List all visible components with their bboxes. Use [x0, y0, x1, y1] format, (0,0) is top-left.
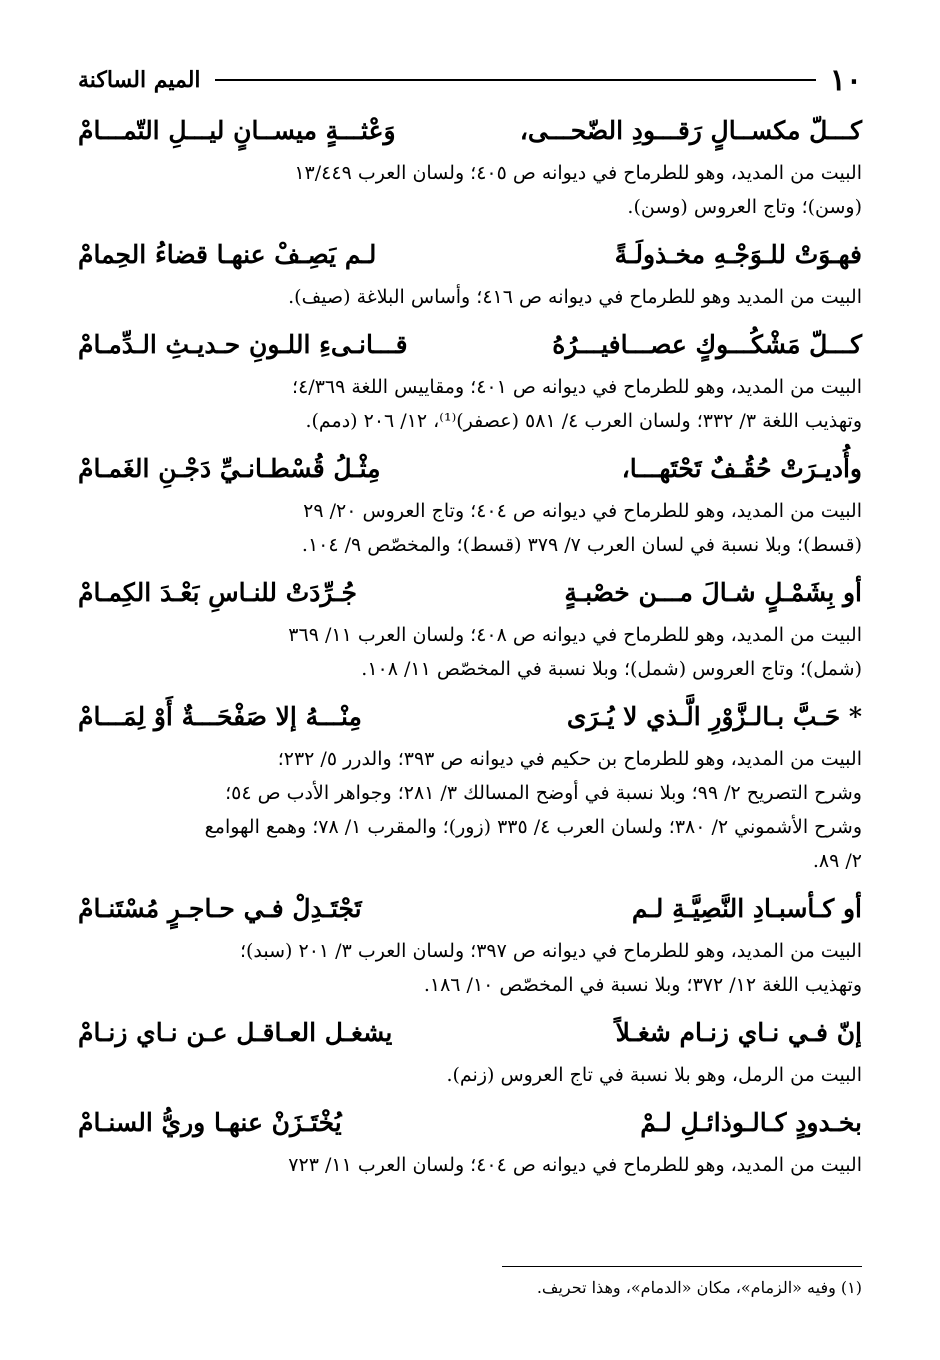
- second-hemistich: مِثْـلُ قُسْطـانـيِّ دَجْـنِ الغَمـامْ: [78, 454, 381, 483]
- verse-line: [78, 106, 862, 156]
- verse-line: [78, 692, 862, 742]
- verse-line: [78, 320, 862, 370]
- commentary-line: وشرح الأشموني ٢/ ٣٨٠؛ ولسان العرب ٤/ ٣٣٥ (زور)؛ والمقرب ١/ ٧٨؛ وهمع الهوامع: [204, 816, 862, 838]
- commentary-line: البيت من الرمل، وهو بلا نسبة في تاج العروس (زنم).: [446, 1064, 862, 1086]
- verse-line: [78, 1098, 862, 1148]
- commentary-line: البيت من المديد، وهو للطرماح في ديوانه ص ٤٠٤؛ وتاج العروس ٢٠/ ٢٩: [303, 500, 862, 522]
- commentary-line: وشرح التصريح ٢/ ٩٩؛ وبلا نسبة في أوضح المسالك ٣/ ٢٨١؛ وجواهر الأدب ص ٥٤؛: [225, 782, 862, 804]
- verse-entry: [78, 444, 862, 562]
- verse-entry: [78, 692, 862, 878]
- footnotes: [78, 1266, 862, 1303]
- verse-entry: [78, 884, 862, 1002]
- verse-line: [78, 568, 862, 618]
- section-title: الميم الساكنة: [78, 67, 201, 93]
- verse-list: [78, 106, 862, 1182]
- verse-entry: [78, 320, 862, 438]
- commentary-line: البيت من المديد، وهو للطرماح في ديوانه ص ٤٠١؛ ومقاييس اللغة ٤/٣٦٩؛: [292, 376, 862, 398]
- first-hemistich: إنّ فـي نـاي زنـام شغـلاً: [615, 1018, 862, 1047]
- commentary-line: (قسط)؛ وبلا نسبة في لسان العرب ٧/ ٣٧٩ (قسط)؛ والمخصّص ٩/ ١٠٤.: [301, 534, 862, 556]
- first-hemistich: أو كـأسبـادِ النَّصِيَّـةِ لـم: [631, 894, 862, 923]
- verse-commentary: [78, 934, 862, 1002]
- verse-commentary: [78, 370, 862, 438]
- commentary-line: البيت من المديد، وهو للطرماح في ديوانه ص ٤٠٤؛ ولسان العرب ١١/ ٧٢٣: [288, 1154, 862, 1176]
- second-hemistich: جُـرِّدَتْ للنـاسِ بَعْـدَ الكِمـامْ: [78, 578, 357, 607]
- first-hemistich: * حَـبَّ بـالـزَّوْرِ الَّـذي لا يُـرَى: [566, 702, 862, 731]
- verse-commentary: [78, 1058, 862, 1092]
- page-number: ١٠: [829, 62, 862, 98]
- second-hemistich: يشغـل العـاقـل عـن نـاي زنـامْ: [78, 1018, 393, 1047]
- commentary-line: وتهذيب اللغة ٣/ ٣٣٢؛ ولسان العرب ٤/ ٥٨١ (عصفر)⁽¹⁾، ١٢/ ٢٠٦ (دمم).: [305, 410, 862, 432]
- verse-commentary: [78, 618, 862, 686]
- verse-commentary: [78, 1148, 862, 1182]
- first-hemistich: وأُديـرَتْ حُقُـفٌ تَحْتَهـــا،: [621, 454, 862, 483]
- first-hemistich: كـــلّ مكســالٍ رَقـــودِ الضّحـــى،: [519, 116, 862, 145]
- verse-line: [78, 884, 862, 934]
- running-head: [78, 60, 862, 100]
- second-hemistich: مِنْـــهُ إلا صَفْحَـــةٌ أَوْ لِمَـــامْ: [78, 702, 362, 731]
- header-rule: [215, 79, 816, 81]
- verse-line: [78, 1008, 862, 1058]
- commentary-line: البيت من المديد، وهو للطرماح في ديوانه ص ٤٠٥؛ ولسان العرب ١٣/٤٤٩: [294, 162, 862, 184]
- second-hemistich: يُخْتَـزَنْ عنهـا وريُّ السنـامْ: [78, 1108, 342, 1137]
- verse-commentary: [78, 742, 862, 878]
- commentary-line: البيت من المديد، وهو للطرماح بن حكيم في ديوانه ص ٣٩٣؛ والدرر ٥/ ٢٣٢؛: [277, 748, 862, 770]
- second-hemistich: تَجْتَـدِلْ فـي حـاجـرٍ مُسْتَنـامْ: [78, 894, 362, 923]
- verse-line: [78, 230, 862, 280]
- verse-entry: [78, 230, 862, 314]
- footnote-rule: [502, 1266, 862, 1267]
- verse-commentary: [78, 494, 862, 562]
- verse-line: [78, 444, 862, 494]
- verse-entry: [78, 568, 862, 686]
- verse-entry: [78, 106, 862, 224]
- second-hemistich: قـــانـىءِ اللـونِ حـديـثِ الـدِّمـامْ: [78, 330, 408, 359]
- verse-entry: [78, 1008, 862, 1092]
- commentary-line: البيت من المديد، وهو للطرماح في ديوانه ص ٤٠٨؛ ولسان العرب ١١/ ٣٦٩: [288, 624, 862, 646]
- footnote: (١) وفيه «الزمام»، مكان «الدمام»، وهذا تحريف.: [536, 1278, 862, 1297]
- verse-entry: [78, 1098, 862, 1182]
- commentary-line: وتهذيب اللغة ١٢/ ٣٧٢؛ وبلا نسبة في المخصّص ١٠/ ١٨٦.: [423, 974, 862, 996]
- commentary-line: البيت من المديد، وهو للطرماح في ديوانه ص ٣٩٧؛ ولسان العرب ٣/ ٢٠١ (سبد)؛: [239, 940, 862, 962]
- second-hemistich: لـم يَصِـفْ عنهـا قضاءُ الحِمامْ: [78, 240, 377, 269]
- verse-commentary: [78, 156, 862, 224]
- commentary-line: (شمل)؛ وتاج العروس (شمل)؛ وبلا نسبة في المخصّص ١١/ ١٠٨.: [361, 658, 862, 680]
- commentary-line: البيت من المديد وهو للطرماح في ديوانه ص ٤١٦؛ وأساس البلاغة (صيف).: [288, 286, 862, 308]
- first-hemistich: أو بِشَمْـلٍ شـالَ مـــن خصْبـةٍ: [564, 578, 862, 607]
- first-hemistich: بخـدودٍ كـالـوذائـلِ لـمْ: [640, 1108, 862, 1137]
- second-hemistich: وَعْثـــةٍ ميســانٍ ليـــلِ التّمـــامْ: [78, 116, 396, 145]
- verse-commentary: [78, 280, 862, 314]
- first-hemistich: فهـوَتْ للـوَجْـهِ مخـذولَـةً: [614, 240, 862, 269]
- commentary-line: ٢/ ٨٩.: [812, 850, 862, 872]
- commentary-line: (وسن)؛ وتاج العروس (وسن).: [627, 196, 862, 218]
- first-hemistich: كـــلّ مَشْكُـــوكٍ عصـــافيـــرُهُ: [552, 330, 862, 359]
